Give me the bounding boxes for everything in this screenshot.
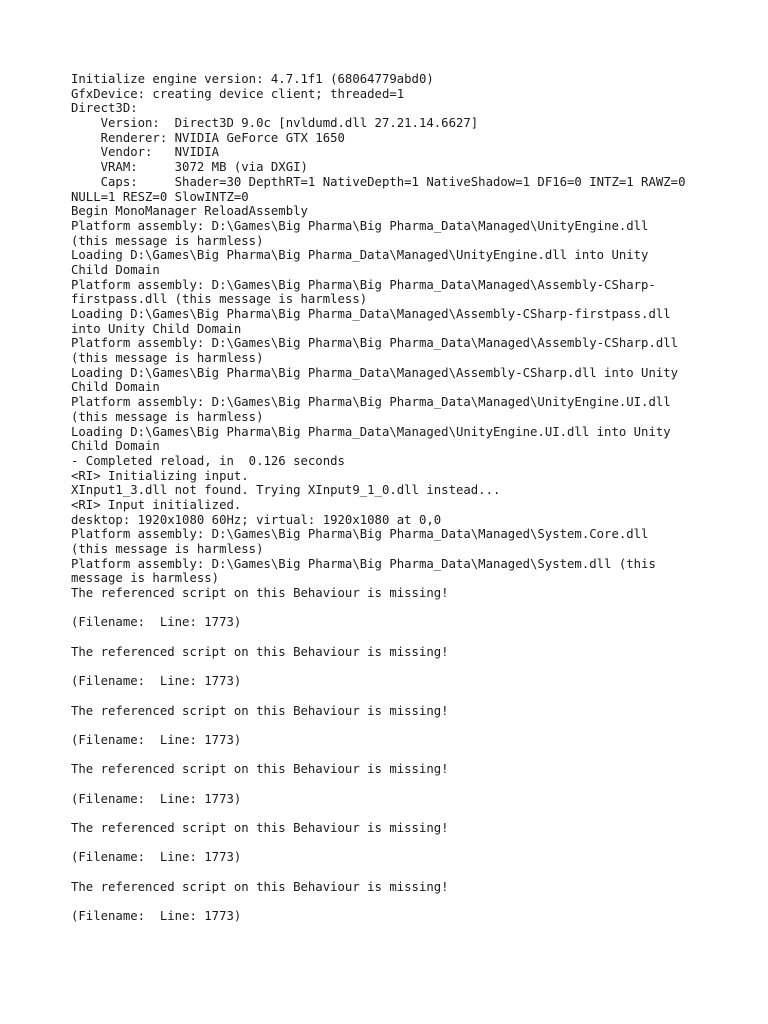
log-line: (this message is harmless) (71, 233, 264, 248)
log-line: Version: Direct3D 9.0c [nvldumd.dll 27.21.14.6627] (71, 116, 479, 131)
log-text-page (71, 72, 711, 924)
log-line: The referenced script on this Behaviour is missing! (71, 586, 449, 601)
log-line: The referenced script on this Behaviour is missing! (71, 879, 449, 894)
log-line: Platform assembly: D:\Games\Big Pharma\Big Pharma_Data\Managed\Assembly-CSharp- (71, 277, 656, 292)
log-line: into Unity Child Domain (71, 321, 242, 336)
log-line: Loading D:\Games\Big Pharma\Big Pharma_Data\Managed\UnityEngine.dll into Unity (71, 248, 649, 263)
log-line: The referenced script on this Behaviour is missing! (71, 821, 449, 836)
log-line: The referenced script on this Behaviour is missing! (71, 703, 449, 718)
log-line (71, 806, 711, 821)
log-line: Loading D:\Games\Big Pharma\Big Pharma_Data\Managed\Assembly-CSharp.dll into Unity (71, 365, 679, 380)
log-line: (Filename: Line: 1773) (71, 615, 242, 630)
log-line: (Filename: Line: 1773) (71, 732, 242, 747)
log-line: desktop: 1920x1080 60Hz; virtual: 1920x1080 at 0,0 (71, 512, 442, 527)
log-line: Child Domain (71, 262, 160, 277)
log-line: Direct3D: (71, 101, 138, 116)
log-line: (this message is harmless) (71, 409, 264, 424)
log-line: Initialize engine version: 4.7.1f1 (68064779abd0) (71, 72, 434, 86)
log-line: Begin MonoManager ReloadAssembly (71, 204, 308, 219)
log-line: (Filename: Line: 1773) (71, 791, 242, 806)
log-line (71, 660, 711, 675)
log-line (71, 748, 711, 763)
log-line: The referenced script on this Behaviour is missing! (71, 762, 449, 777)
log-line: Vendor: NVIDIA (71, 145, 220, 160)
log-line: Caps: Shader=30 DepthRT=1 NativeDepth=1 NativeShadow=1 DF16=0 INTZ=1 RAWZ=0 (71, 174, 686, 189)
log-line: The referenced script on this Behaviour is missing! (71, 644, 449, 659)
log-line: Platform assembly: D:\Games\Big Pharma\Big Pharma_Data\Managed\System.Core.dll (71, 527, 649, 542)
log-line: - Completed reload, in 0.126 seconds (71, 453, 345, 468)
log-line (71, 865, 711, 880)
log-line: Loading D:\Games\Big Pharma\Big Pharma_Data\Managed\UnityEngine.UI.dll into Unity (71, 424, 671, 439)
log-line: <RI> Initializing input. (71, 468, 249, 483)
log-line: Platform assembly: D:\Games\Big Pharma\Big Pharma_Data\Managed\UnityEngine.dll (71, 218, 649, 233)
log-line (71, 836, 711, 851)
log-line (71, 718, 711, 733)
log-line: VRAM: 3072 MB (via DXGI) (71, 160, 308, 175)
log-line: Child Domain (71, 439, 160, 454)
log-line (71, 895, 711, 910)
log-line: (this message is harmless) (71, 542, 264, 556)
log-line: message is harmless) (71, 571, 220, 586)
log-line (71, 689, 711, 704)
log-line: Platform assembly: D:\Games\Big Pharma\Big Pharma_Data\Managed\System.dll (this (71, 556, 656, 571)
log-line: (Filename: Line: 1773) (71, 909, 242, 924)
log-line: firstpass.dll (this message is harmless) (71, 292, 368, 307)
log-line: <RI> Input initialized. (71, 497, 242, 512)
log-line: (this message is harmless) (71, 351, 264, 366)
log-line: Platform assembly: D:\Games\Big Pharma\Big Pharma_Data\Managed\Assembly-CSharp.dll (71, 336, 679, 351)
log-line: Platform assembly: D:\Games\Big Pharma\Big Pharma_Data\Managed\UnityEngine.UI.dll (71, 395, 671, 410)
log-line (71, 777, 711, 792)
log-line: Renderer: NVIDIA GeForce GTX 1650 (71, 130, 345, 145)
log-line: XInput1_3.dll not found. Trying XInput9_1_0.dll instead... (71, 483, 501, 498)
log-line: NULL=1 RESZ=0 SlowINTZ=0 (71, 189, 249, 204)
log-line: GfxDevice: creating device client; threaded=1 (71, 86, 405, 101)
log-line (71, 630, 711, 645)
log-line: (Filename: Line: 1773) (71, 674, 242, 689)
log-line: Child Domain (71, 380, 160, 395)
log-line: Loading D:\Games\Big Pharma\Big Pharma_Data\Managed\Assembly-CSharp-firstpass.dll (71, 307, 671, 321)
log-line (71, 601, 711, 616)
log-line: (Filename: Line: 1773) (71, 850, 242, 865)
